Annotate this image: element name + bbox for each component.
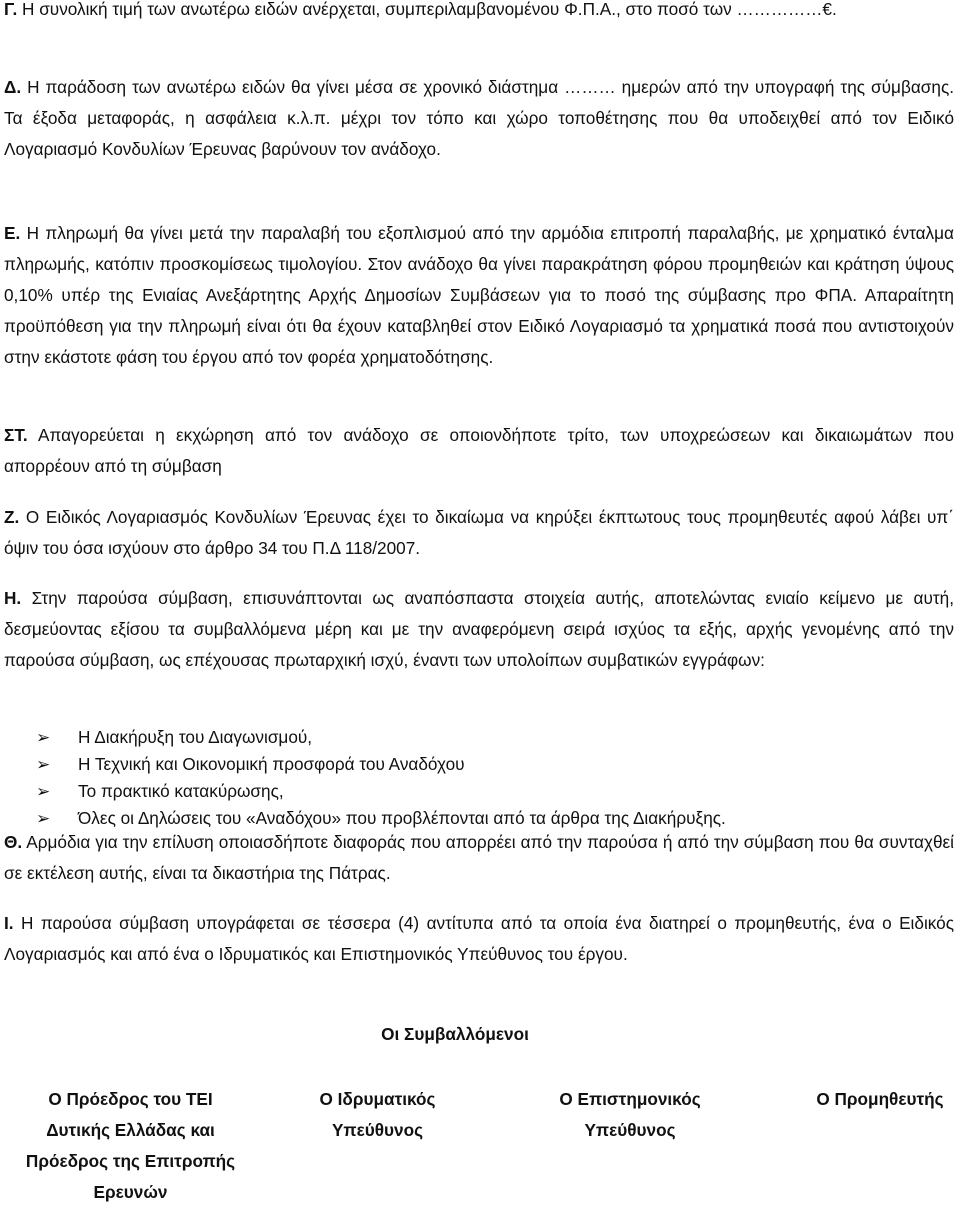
clause-h xyxy=(4,583,954,676)
clause-letter: Ε. xyxy=(4,223,21,243)
list-item xyxy=(36,778,954,805)
clause-i xyxy=(4,908,954,970)
signature-line: Ο Προμηθευτής xyxy=(816,1089,944,1109)
clause-text: Αρμόδια για την επίλυση οποιασδήποτε διαφοράς που απορρέει από την παρούσα ή από την σύμβαση που θα συνταχθεί σε εκτέλεση αυτής, είναι τα δικαστήρια της Πάτρας. xyxy=(4,832,954,883)
signature-line: Υπεύθυνος xyxy=(331,1120,424,1140)
list-item-text: Το πρακτικό κατακύρωσης, xyxy=(78,781,284,801)
clause-letter: Ι. xyxy=(4,913,14,933)
clause-text: Απαγορεύεται η εκχώρηση από τον ανάδοχο σε οποιονδήποτε τρίτο, των υποχρεώσεων και δικαιωμάτων που απορρέουν από τη σύμβαση xyxy=(4,425,955,476)
clause-letter: Γ. xyxy=(4,0,18,19)
signature-block-president xyxy=(8,1084,253,1208)
signature-block-scientific xyxy=(540,1084,720,1146)
clause-text: Η παρούσα σύμβαση υπογράφεται σε τέσσερα (4) αντίτυπα από τα οποία ένα διατηρεί ο προμηθευτής, ένα ο Ειδικός Λογαριασμός και από ένα ο Ιδρυματικός και Επιστημονικός Υπεύθυνος του έργου. xyxy=(4,913,954,964)
clause-g xyxy=(4,0,954,25)
clause-e xyxy=(4,218,954,373)
arrow-bullet-icon: ➢ xyxy=(36,809,51,828)
signature-line: Δυτικής Ελλάδας και xyxy=(46,1120,215,1140)
signature-line: Πρόεδρος της Επιτροπής xyxy=(25,1151,236,1171)
arrow-bullet-icon: ➢ xyxy=(36,728,51,747)
clause-letter: Η. xyxy=(4,588,22,608)
signature-line: Ο Επιστημονικός xyxy=(559,1089,701,1109)
signature-line: Υπεύθυνος xyxy=(584,1120,676,1140)
clause-st xyxy=(4,420,954,482)
signature-block-supplier xyxy=(800,1084,960,1115)
signature-line: Ο Πρόεδρος του ΤΕΙ xyxy=(48,1089,213,1109)
clause-d xyxy=(4,72,954,165)
clause-text: Στην παρούσα σύμβαση, επισυνάπτονται ως αναπόσπαστα στοιχεία αυτής, αποτελώντας ενιαίο κείμενο με αυτή, δεσμεύοντας εξίσου τα συμβαλλόμενα μέρη και με την αναφερόμενη σειρά ισχύος τα εξής, αρχής γενομένης από την παρούσα σύμβαση, ως επέχουσας πρωταρχική ισχύ, έναντι των υπολοίπων συμβατικών εγγράφων: xyxy=(4,588,954,670)
arrow-bullet-icon: ➢ xyxy=(36,755,51,774)
clause-letter: Ζ. xyxy=(4,507,20,527)
clause-text: Ο Ειδικός Λογαριασμός Κονδυλίων Έρευνας έχει το δικαίωμα να κηρύξει έκπτωτους τους προμηθευτές αφού λάβει υπ΄ όψιν του όσα ισχύουν στο άρθρο 34 του Π.Δ 118/2007. xyxy=(4,507,954,558)
clause-z xyxy=(4,502,954,564)
arrow-bullet-icon: ➢ xyxy=(36,782,51,801)
clause-letter: Θ. xyxy=(4,832,23,852)
list-item-text: Όλες οι Δηλώσεις του «Αναδόχου» που προβλέπονται από τα άρθρα της Διακήρυξης. xyxy=(78,808,726,828)
list-item xyxy=(36,751,954,778)
list-item xyxy=(36,724,954,751)
clause-letter: Δ. xyxy=(4,77,22,97)
clause-text: Η πληρωμή θα γίνει μετά την παραλαβή του εξοπλισμού από την αρμόδια επιτροπή παραλαβής, με χρηματικό ένταλμα πληρωμής, κατόπιν προσκομίσεως τιμολογίου. Στον ανάδοχο θα γίνει παρακράτηση φόρου προμηθειών και κράτηση ύψους 0,10% υπέρ της Ενιαίας Ανεξάρτητης Αρχής Δημοσίων Συμβάσεων για το ποσό της σύμβασης προ ΦΠΑ. Απαραίτητη προϋπόθεση για την πληρωμή είναι ότι θα έχουν καταβληθεί στον Ειδικό Λογαριασμό τα χρηματικά ποσά που αντιστοιχούν στην εκάστοτε φάση του έργου από τον φορέα χρηματοδότησης. xyxy=(4,223,954,367)
clause-text: Η συνολική τιμή των ανωτέρω ειδών ανέρχεται, συμπεριλαμβανομένου Φ.Π.Α., στο ποσό των ……………€. xyxy=(22,0,837,19)
signature-block-institutional xyxy=(290,1084,465,1146)
signature-line: Ο Ιδρυματικός xyxy=(319,1089,436,1109)
list-item-text: Η Τεχνική και Οικονομική προσφορά του Αναδόχου xyxy=(78,754,465,774)
clause-th xyxy=(4,827,954,889)
list-item-text: Η Διακήρυξη του Διαγωνισμού, xyxy=(78,727,313,747)
clause-letter: ΣΤ. xyxy=(4,425,28,445)
clause-text: Η παράδοση των ανωτέρω ειδών θα γίνει μέσα σε χρονικό διάστημα ……… ημερών από την υπογραφή της σύμβασης. Τα έξοδα μεταφοράς, η ασφάλεια κ.λ.π. μέχρι τον τόπο και χώρο τοποθέτησης που θα υποδειχθεί από τον Ειδικό Λογαριασμό Κονδυλίων Έρευνας βαρύνουν τον ανάδοχο. xyxy=(4,77,955,159)
signatories-heading: Οι Συμβαλλόμενοι xyxy=(381,1024,529,1044)
attachments-list xyxy=(36,724,954,832)
signature-line: Ερευνών xyxy=(93,1182,168,1202)
